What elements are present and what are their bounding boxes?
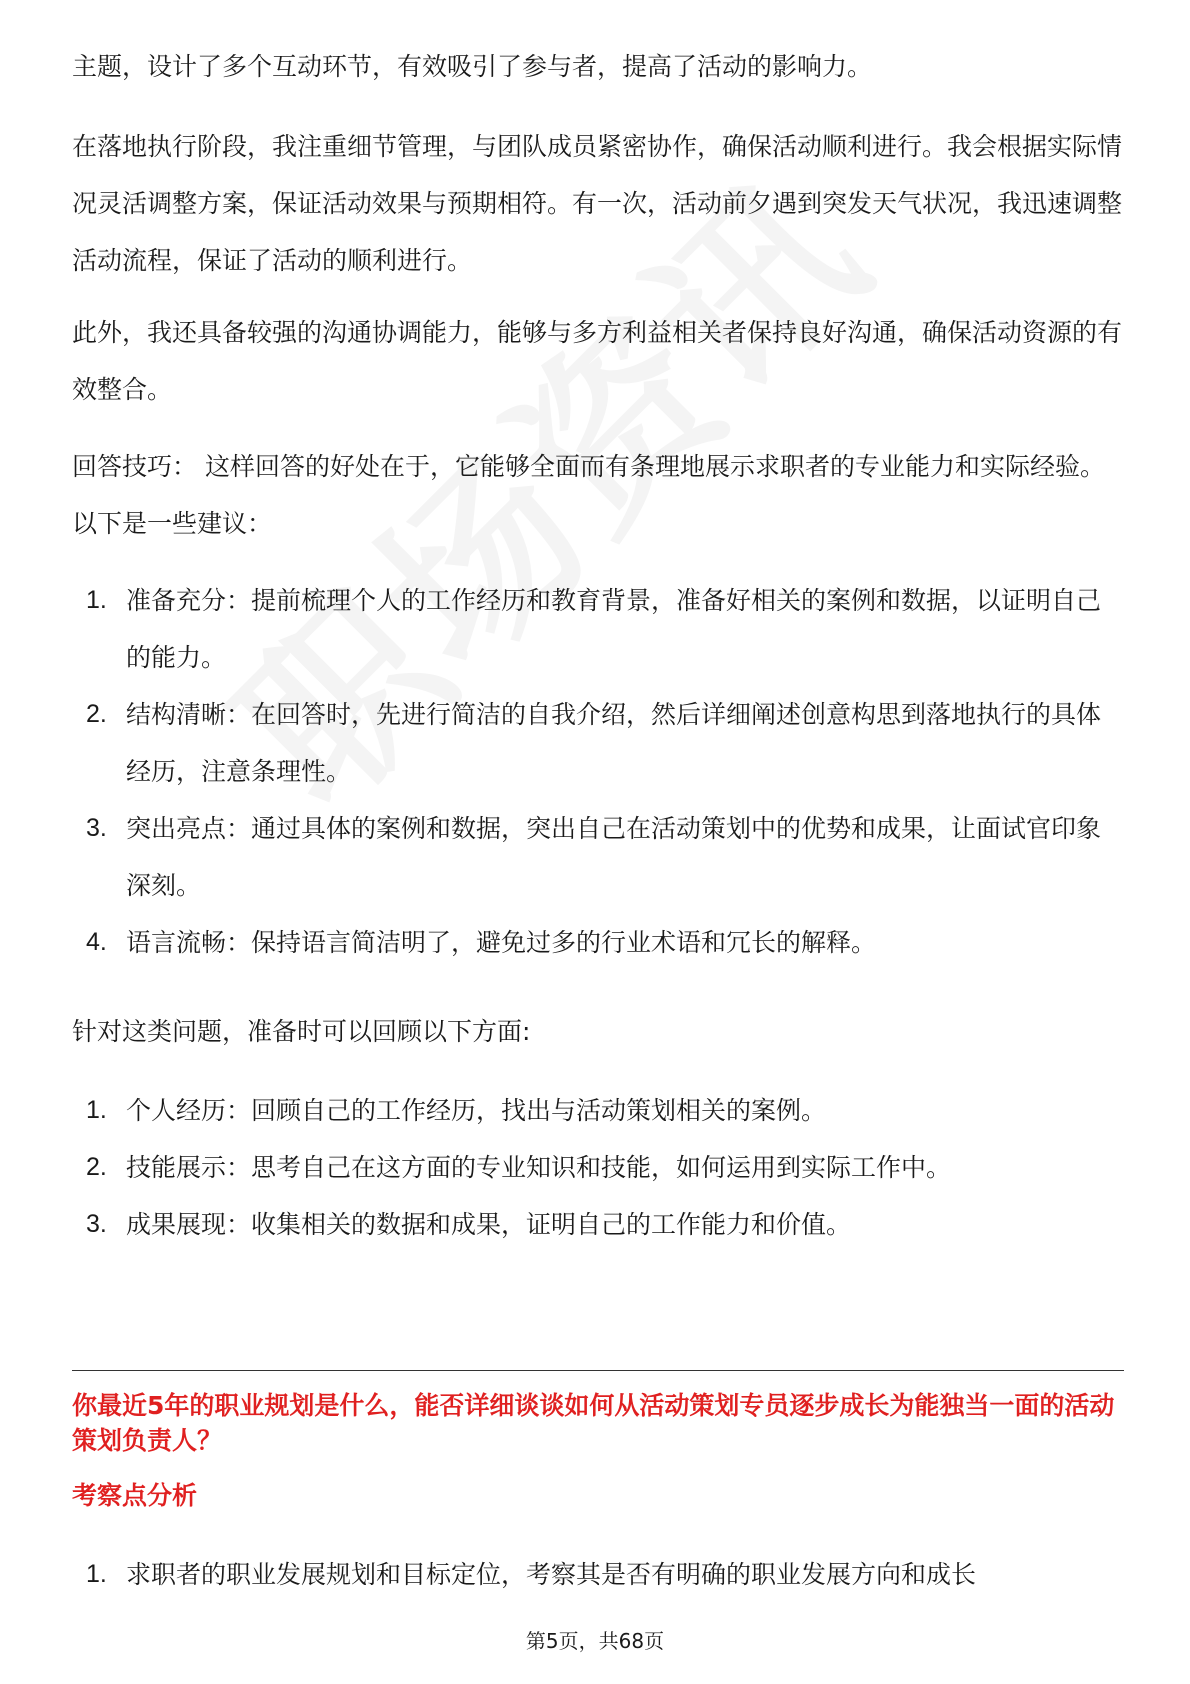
- list-item-text: 突出亮点：通过具体的案例和数据，突出自己在活动策划中的优势和成果，让面试官印象深刻。: [126, 814, 1102, 900]
- list-item-text: 结构清晰：在回答时，先进行简洁的自我介绍，然后详细阐述创意构思到落地执行的具体经历，注意条理性。: [126, 700, 1102, 786]
- paragraph-prep-intro: 针对这类问题，准备时可以回顾以下方面:: [72, 1017, 531, 1046]
- paragraph-execution: 在落地执行阶段，我注重细节管理，与团队成员紧密协作，确保活动顺利进行。我会根据实际情况灵活调整方案，保证活动效果与预期相符。有一次，活动前夕遇到突发天气状况，我迅速调整活动流程，保证了活动的顺利进行。: [72, 132, 1123, 275]
- list-item: [72, 1082, 1122, 1139]
- list-number: 1.: [86, 1096, 107, 1124]
- list-item: [72, 686, 1122, 800]
- list-number: 1.: [86, 586, 107, 614]
- list-number: 1.: [86, 1560, 107, 1588]
- list-item-text: 语言流畅：保持语言简洁明了，避免过多的行业术语和冗长的解释。: [126, 928, 877, 957]
- list-item-text: 个人经历：回顾自己的工作经历，找出与活动策划相关的案例。: [126, 1096, 827, 1125]
- list-number: 3.: [86, 814, 107, 842]
- list-number: 3.: [86, 1210, 107, 1238]
- analysis-heading: 考察点分析: [72, 1481, 198, 1510]
- paragraph-communication: 此外，我还具备较强的沟通协调能力，能够与多方利益相关者保持良好沟通，确保活动资源的有效整合。: [72, 318, 1123, 404]
- list-item-text: 准备充分：提前梳理个人的工作经历和教育背景，准备好相关的案例和数据，以证明自己的能力。: [126, 586, 1102, 672]
- list-item-text: 技能展示：思考自己在这方面的专业知识和技能，如何运用到实际工作中。: [126, 1153, 952, 1182]
- list-item: [72, 1196, 1122, 1253]
- list-number: 4.: [86, 928, 107, 956]
- list-item: [72, 800, 1122, 914]
- tips-list: [72, 572, 1122, 971]
- list-item: [72, 1546, 1122, 1603]
- paragraph-continuation: 主题，设计了多个互动环节，有效吸引了参与者，提高了活动的影响力。: [72, 52, 873, 81]
- list-number: 2.: [86, 1153, 107, 1181]
- list-item: [72, 572, 1122, 686]
- list-item-text: 求职者的职业发展规划和目标定位，考察其是否有明确的职业发展方向和成长: [126, 1560, 977, 1589]
- section-divider: [72, 1370, 1124, 1371]
- analysis-list: [72, 1546, 1122, 1603]
- list-item: [72, 1139, 1122, 1196]
- list-item-text: 成果展现：收集相关的数据和成果，证明自己的工作能力和价值。: [126, 1210, 852, 1239]
- question-heading: 你最近5年的职业规划是什么，能否详细谈谈如何从活动策划专员逐步成长为能独当一面的活动策划负责人？: [72, 1391, 1115, 1455]
- paragraph-answer-tips: 回答技巧： 这样回答的好处在于，它能够全面而有条理地展示求职者的专业能力和实际经验。以下是一些建议：: [72, 452, 1105, 538]
- list-number: 2.: [86, 700, 107, 728]
- prep-list: [72, 1082, 1122, 1253]
- page-footer: 第5页，共68页: [525, 1629, 665, 1653]
- list-item: [72, 914, 1122, 971]
